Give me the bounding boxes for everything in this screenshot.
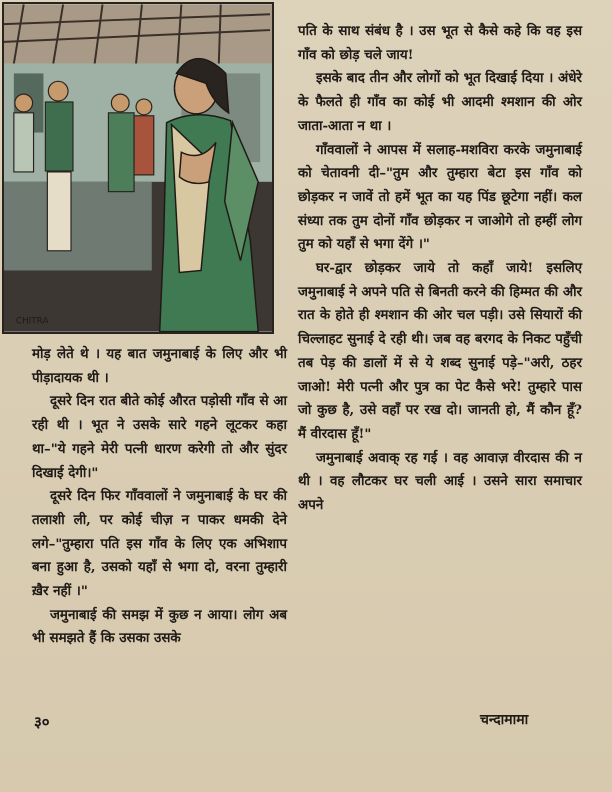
paragraph: जमुनाबाई की समझ में कुछ न आया। लोग अब भी समझते हैं कि उसका उसके [32, 606, 287, 647]
paragraph: गाँववालों ने आपस में सलाह-मशविरा करके जमुनाबाई को चेतावनी दी–"तुम और तुम्हारा बेटा इस गाँव को छोड़कर न जावें तो हमें भूत का यह पिंड छूटेगा नहीं। कल संध्या तक तुम दोनों गाँव छोड़कर न जाओगे तो हम्हीं लोग तुम को यहाँ से भगा देंगे ।" [298, 141, 582, 253]
illustration-art [4, 4, 272, 332]
paragraph: दूसरे दिन रात बीते कोई औरत पड़ोसी गाँव से आ रही थी । भूत ने उसके सारे गहने लूटकर कहा था–"ये गहने मेरी पत्नी धारण करेगी तो और सुंदर दिखाई देगी।" [32, 393, 287, 481]
story-illustration [2, 2, 274, 334]
paragraph: इसके बाद तीन और लोगों को भूत दिखाई दिया । अंधेरे के फैलते ही गाँव का कोई भी आदमी श्मशान की ओर जाता-आता न था । [298, 70, 582, 134]
paragraph: जमुनाबाई अवाक् रह गई । वह आवाज़ वीरदास की न थी । वह लौटकर घर चली आई । उसने सारा समाचार अपने [298, 449, 582, 514]
paragraph: पति के साथ संबंध है । उस भूत से कैसे कहे कि वह इस गाँव को छोड़ चले जाय! [298, 23, 582, 63]
illustrator-signature: CHITRA [15, 316, 49, 327]
paragraph: घर-द्वार छोड़कर जाये तो कहाँ जाये! इसलिए जमुनाबाई ने अपने पति से बिनती करने की हिम्मत की और रात के होते ही श्मशान की ओर चल पड़ी। उसे सियारों की चिल्लाहट सुनाई दे रही थी। जब वह बरगद के निकट पहुँची तब पेड़ की डालों में से ये शब्द सुनाई पड़े–"अरी, ठहर जाओ! मेरी पत्नी और पुत्र का पेट कैसे भरे! तुम्हारे पास जो कुछ है, उसे वहाँ पर रख दो। जानती हो, मैं कौन हूँ? मैं वीरदास हूँ!" [298, 260, 582, 442]
magazine-name: चन्दामामा [480, 712, 529, 728]
left-text-column [32, 343, 287, 651]
right-text-column [298, 20, 582, 518]
page-number: ३० [34, 713, 50, 731]
paragraph: दूसरे दिन फिर गाँववालों ने जमुनाबाई के घर की तलाशी ली, पर कोई चीज़ न पाकर धमकी देने लगे–"तुम्हारा पति इस गाँव के लिए एक अभिशाप बना हुआ है, उसको यहाँ से भगा दो, वरना तुम्हारी ख़ैर नहीं ।" [32, 488, 287, 600]
paragraph: मोड़ लेते थे । यह बात जमुनाबाई के लिए और भी पीड़ादायक थी । [32, 346, 287, 386]
